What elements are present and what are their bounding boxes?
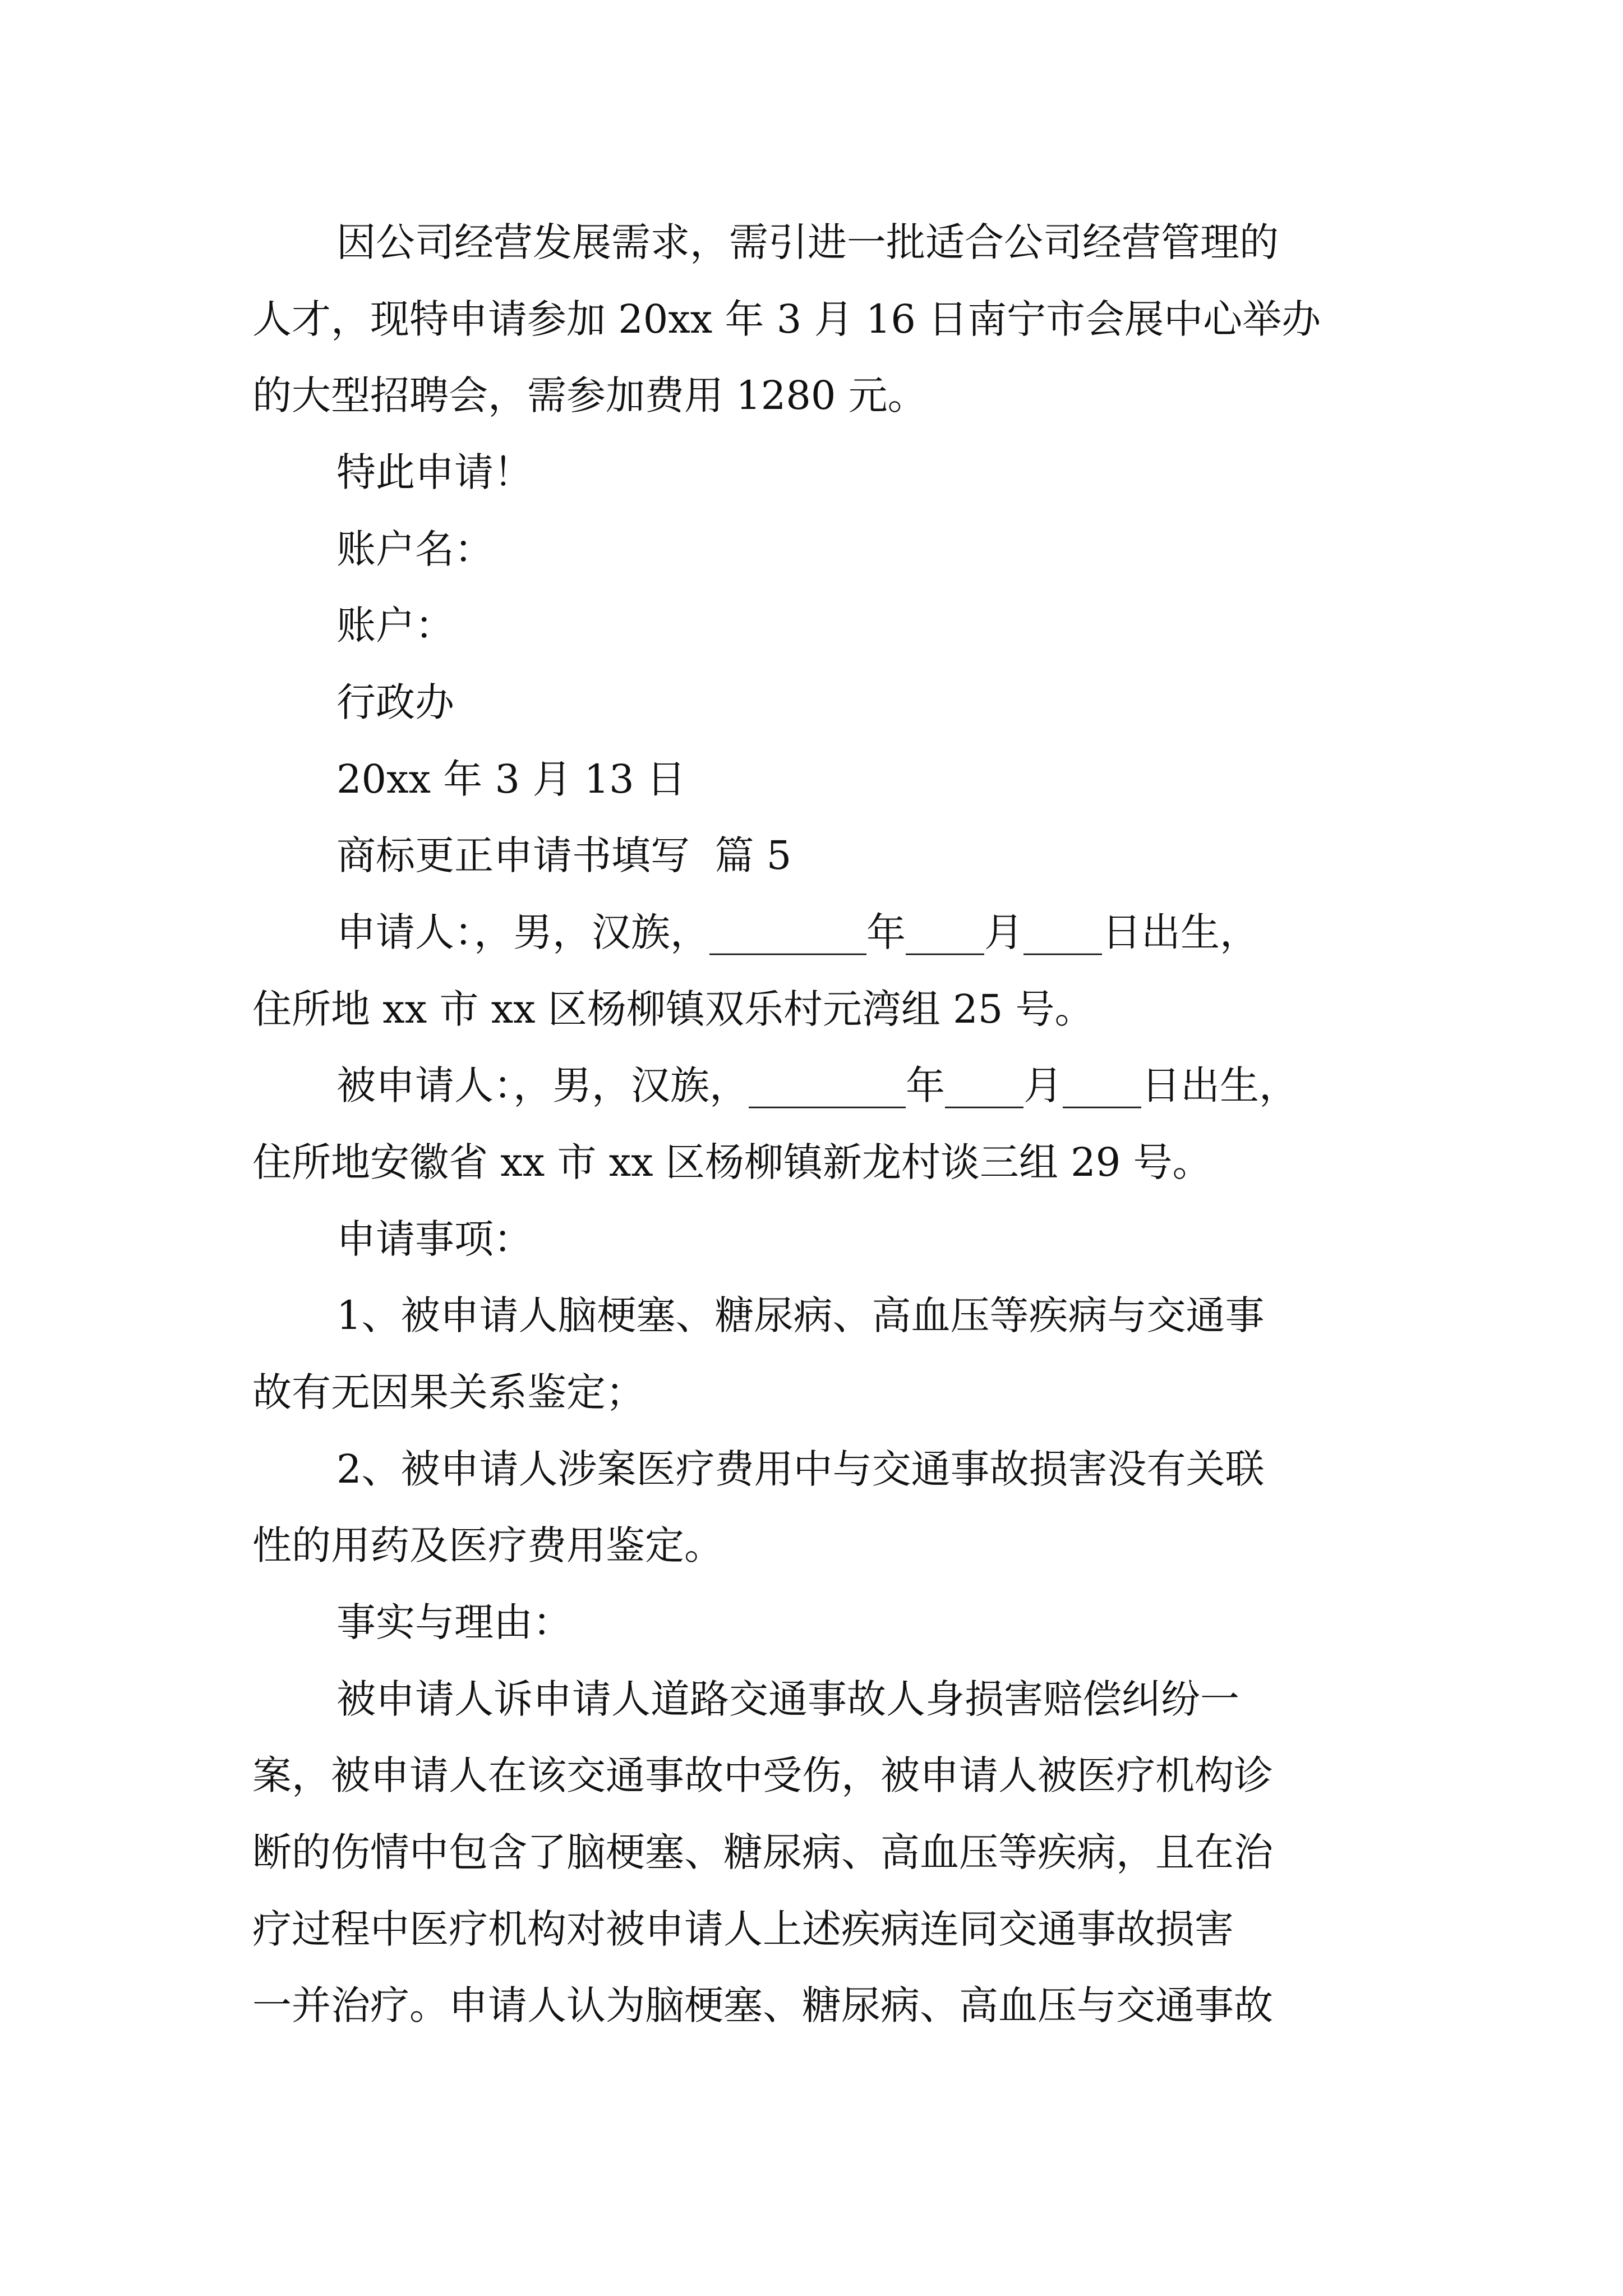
paragraph-line: 账户名： (336, 526, 494, 572)
paragraph-line: 20xx 年 3 月 13 日 (336, 756, 686, 802)
paragraph-line: 因公司经营发展需求，需引进一批适合公司经营管理的 (336, 219, 1279, 265)
paragraph-line: 被申请人诉申请人道路交通事故人身损害赔偿纠纷一 (336, 1676, 1239, 1722)
paragraph-line: 故有无因果关系鉴定； (252, 1369, 645, 1415)
paragraph-line: 2、被申请人涉案医疗费用中与交通事故损害没有关联 (336, 1446, 1265, 1492)
paragraph-line: 被申请人：，男，汉族，________年____月____日出生， (336, 1062, 1298, 1108)
paragraph-line: 申请事项： (336, 1216, 533, 1262)
paragraph-line: 事实与理由： (336, 1599, 572, 1645)
paragraph-line: 人才，现特申请参加 20xx 年 3 月 16 日南宁市会展中心举办 (252, 296, 1321, 342)
paragraph-line: 断的伤情中包含了脑梗塞、糖尿病、高血压等疾病，且在治 (252, 1829, 1273, 1875)
paragraph-line: 性的用药及医疗费用鉴定。 (252, 1522, 723, 1568)
paragraph-line: 疗过程中医疗机构对被申请人上述疾病连同交通事故损害 (252, 1906, 1234, 1952)
paragraph-line: 案，被申请人在该交通事故中受伤，被申请人被医疗机构诊 (252, 1752, 1273, 1798)
paragraph-line: 住所地 xx 市 xx 区杨柳镇双乐村元湾组 25 号。 (252, 986, 1094, 1032)
paragraph-line: 行政办 (336, 679, 454, 725)
paragraph-line: 住所地安徽省 xx 市 xx 区杨柳镇新龙村谈三组 29 号。 (252, 1139, 1212, 1185)
paragraph-line: 1、被申请人脑梗塞、糖尿病、高血压等疾病与交通事 (336, 1292, 1265, 1338)
paragraph-line: 一并治疗。申请人认为脑梗塞、糖尿病、高血压与交通事故 (252, 1982, 1273, 2028)
paragraph-line: 申请人：，男，汉族，________年____月____日出生， (336, 909, 1259, 955)
section-heading: 商标更正申请书填写 篇 5 (336, 832, 792, 878)
paragraph-line: 的大型招聘会，需参加费用 1280 元。 (252, 372, 927, 418)
paragraph-line: 账户： (336, 602, 454, 648)
paragraph-line: 特此申请！ (336, 449, 533, 495)
